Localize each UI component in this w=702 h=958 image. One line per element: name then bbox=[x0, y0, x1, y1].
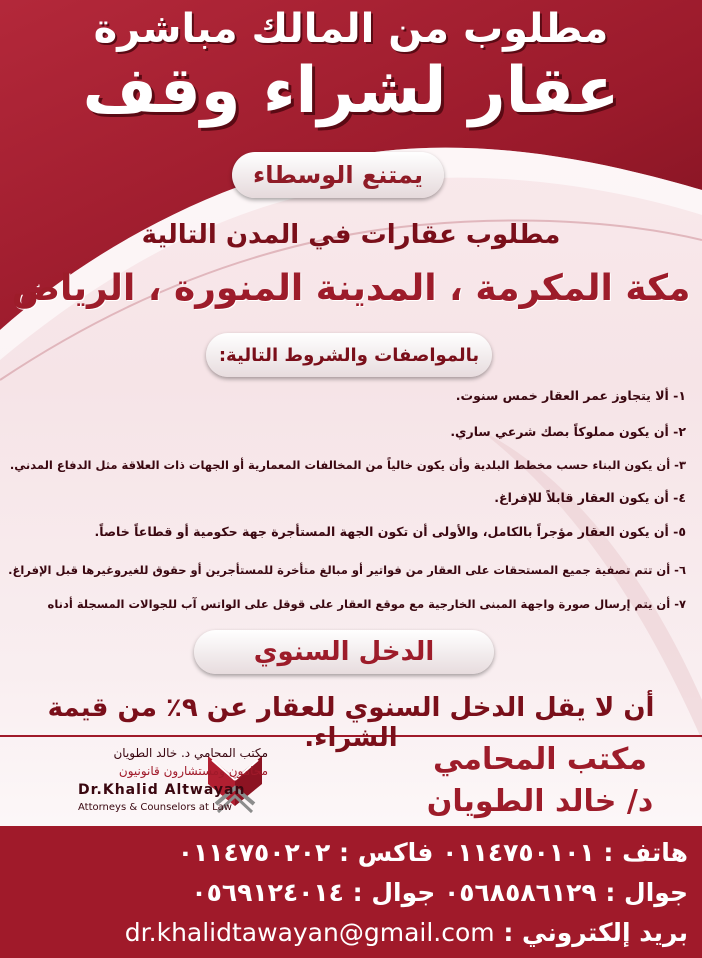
contact-mobile-row bbox=[8, 878, 688, 907]
condition-item-7: ٧- أن يتم إرسال صورة واجهة المبنى الخارجية مع موقع العقار على قوقل على الواتس آب للجوالات المسجلة أدناه bbox=[47, 597, 686, 611]
mobile-label: جوال : bbox=[605, 878, 688, 907]
cities-list: مكة المكرمة ، المدينة المنورة ، الرياض bbox=[11, 268, 691, 309]
annual-income-text: أن لا يقل الدخل السنوي للعقار عن ٩٪ من قيمة الشراء. bbox=[47, 693, 655, 753]
contact-phone-row bbox=[8, 838, 688, 867]
office-lawyer-name: د/ خالد الطويان bbox=[426, 784, 654, 819]
logo-arabic-name: مكتب المحامي د. خالد الطويان bbox=[113, 746, 268, 760]
no-brokers-badge: يمتنع الوسطاء bbox=[232, 152, 444, 198]
contact-bar bbox=[0, 826, 702, 958]
annual-income-title: الدخل السنوي bbox=[194, 630, 494, 674]
condition-item-3: ٣- أن يكون البناء حسب مخطط البلدية وأن يكون خالياً من المخالفات المعمارية أو الجهات ذات العلاقة مثل الدفاع المدني. bbox=[9, 458, 686, 472]
conditions-title: بالمواصفات والشروط التالية: bbox=[206, 333, 492, 377]
mobile-number-1[interactable]: ٠٥٦٨٥٨٦١٢٩ bbox=[444, 878, 597, 907]
condition-item-4: ٤- أن يكون العقار قابلاً للإفراغ. bbox=[494, 490, 686, 505]
condition-item-6: ٦- أن تتم تصفية جميع المستحقات على العقار من فواتير أو مبالغ متأخرة للمستأجرين أو حقوق للغيروغيرها قبل الإفراغ. bbox=[8, 563, 686, 577]
fax-label: فاكس : bbox=[339, 838, 434, 867]
headline-direct-owner: مطلوب من المالك مباشرة bbox=[93, 6, 609, 52]
phone-label: هاتف : bbox=[603, 838, 688, 867]
condition-item-1: ١- ألا يتجاوز عمر العقار خمس سنوت. bbox=[455, 388, 686, 403]
email-address[interactable]: dr.khalidtawayan@gmail.com bbox=[124, 918, 495, 947]
email-label: بريد إلكتروني : bbox=[503, 918, 688, 947]
condition-item-5: ٥- أن يكون العقار مؤجراً بالكامل، والأولى أن تكون الجهة المستأجرة جهة حكومية أو قطاعاً خاصاً. bbox=[94, 524, 686, 539]
logo-arabic-subtitle: محامون ومستشارون قانونيون bbox=[118, 764, 268, 778]
logo-english-name: Dr.Khalid Altwayan bbox=[78, 782, 246, 798]
condition-item-2: ٢- أن يكون مملوكاً بصك شرعي ساري. bbox=[450, 424, 686, 439]
logo-english-subtitle: Attorneys & Counselors at Law bbox=[78, 802, 232, 813]
cities-intro: مطلوب عقارات في المدن التالية bbox=[141, 220, 561, 250]
headline-property-waqf: عقار لشراء وقف bbox=[82, 54, 620, 128]
mobile-number-2[interactable]: ٠٥٦٩١٢٤٠١٤ bbox=[191, 878, 344, 907]
mobile-label-2: جوال : bbox=[352, 878, 436, 907]
fax-number[interactable]: ٠١١٤٧٥٠٢٠٢ bbox=[177, 838, 331, 867]
phone-number[interactable]: ٠١١٤٧٥٠١٠١ bbox=[442, 838, 595, 867]
contact-email-row bbox=[8, 918, 688, 947]
office-title: مكتب المحامي bbox=[433, 742, 647, 777]
law-office-logo bbox=[10, 738, 268, 822]
